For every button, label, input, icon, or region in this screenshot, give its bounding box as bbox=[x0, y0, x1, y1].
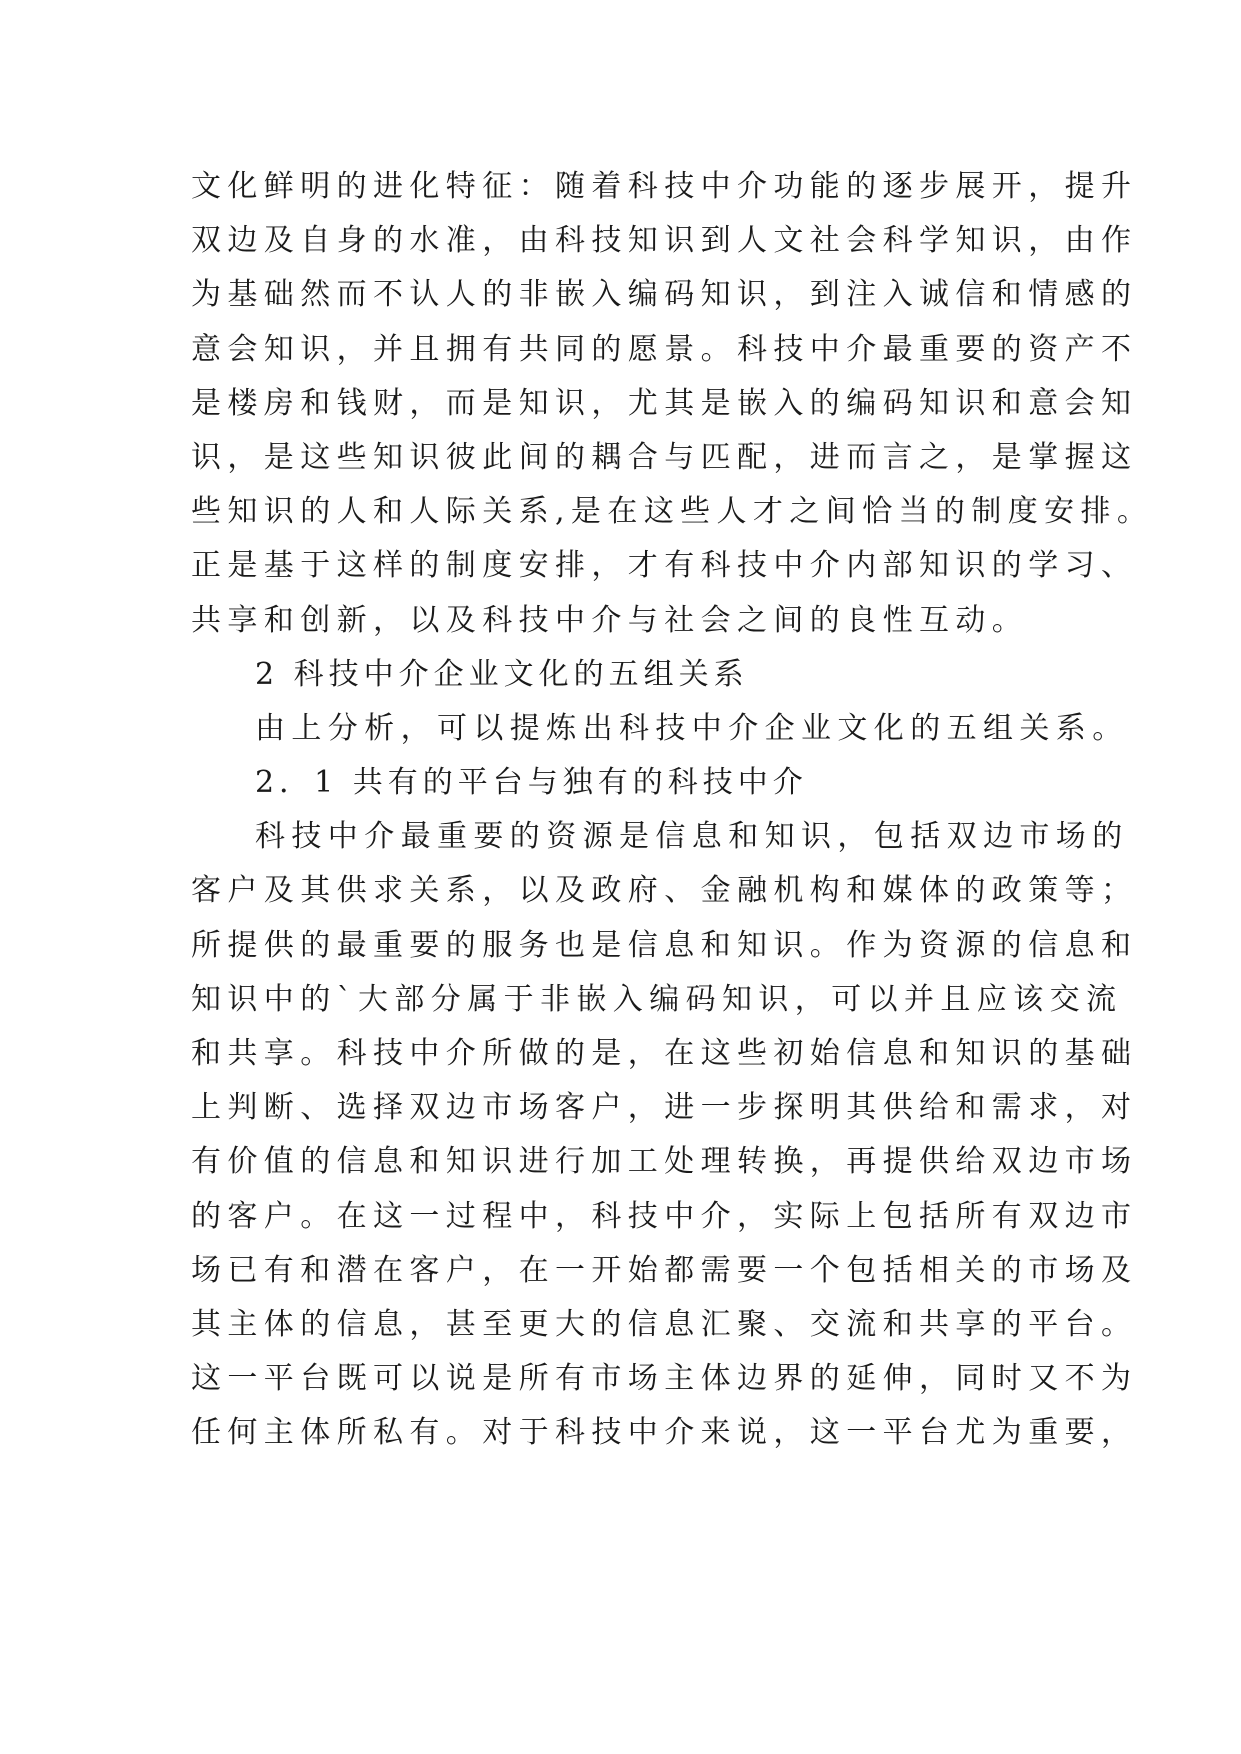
paragraph-line: 上判断、选择双边市场客户，进一步探明其供给和需求，对 bbox=[191, 1090, 1138, 1126]
paragraph-line: 客户及其供求关系，以及政府、金融机构和媒体的政策等； bbox=[191, 873, 1138, 909]
paragraph-line: 正是基于这样的制度安排，才有科技中介内部知识的学习、 bbox=[191, 548, 1138, 584]
paragraph-line: 意会知识，并且拥有共同的愿景。科技中介最重要的资产不 bbox=[191, 331, 1138, 367]
paragraph-line: 这一平台既可以说是所有市场主体边界的延伸，同时又不为 bbox=[191, 1361, 1138, 1397]
paragraph-line: 为基础然而不认人的非嵌入编码知识，到注入诚信和情感的 bbox=[191, 277, 1138, 313]
paragraph-line: 其主体的信息，甚至更大的信息汇聚、交流和共享的平台。 bbox=[191, 1306, 1138, 1342]
paragraph-line: 和共享。科技中介所做的是，在这些初始信息和知识的基础 bbox=[191, 1036, 1138, 1071]
subsection-heading: 2．1 共有的平台与独有的科技中介 bbox=[255, 765, 808, 801]
paragraph-line: 科技中介最重要的资源是信息和知识，包括双边市场的 bbox=[255, 819, 1129, 855]
paragraph-line: 场已有和潜在客户，在一开始都需要一个包括相关的市场及 bbox=[191, 1252, 1138, 1288]
paragraph-line: 识，是这些知识彼此间的耦合与匹配，进而言之，是掌握这 bbox=[191, 439, 1138, 475]
paragraph-line: 由上分析，可以提炼出科技中介企业文化的五组关系。 bbox=[255, 710, 1129, 746]
paragraph-line: 任何主体所私有。对于科技中介来说，这一平台尤为重要， bbox=[191, 1415, 1138, 1451]
paragraph-line: 所提供的最重要的服务也是信息和知识。作为资源的信息和 bbox=[191, 927, 1138, 963]
paragraph-line: 有价值的信息和知识进行加工处理转换，再提供给双边市场 bbox=[191, 1144, 1138, 1180]
paragraph-line: 共享和创新，以及科技中介与社会之间的良性互动。 bbox=[191, 602, 1029, 638]
paragraph-line: 的客户。在这一过程中，科技中介，实际上包括所有双边市 bbox=[191, 1198, 1138, 1234]
paragraph-line: 双边及自身的水准，由科技知识到人文社会科学知识，由作 bbox=[191, 223, 1138, 259]
body-text bbox=[191, 160, 1154, 1461]
paragraph-line: 些知识的人和人际关系,是在这些人才之间恰当的制度安排。 bbox=[191, 494, 1154, 530]
section-heading: 2 科技中介企业文化的五组关系 bbox=[255, 656, 749, 692]
paragraph-line: 知识中的`大部分属于非嵌入编码知识，可以并且应该交流 bbox=[191, 981, 1123, 1017]
paragraph-line: 是楼房和钱财，而是知识，尤其是嵌入的编码知识和意会知 bbox=[191, 385, 1138, 421]
paragraph-line: 文化鲜明的进化特征：随着科技中介功能的逐步展开，提升 bbox=[191, 169, 1138, 204]
